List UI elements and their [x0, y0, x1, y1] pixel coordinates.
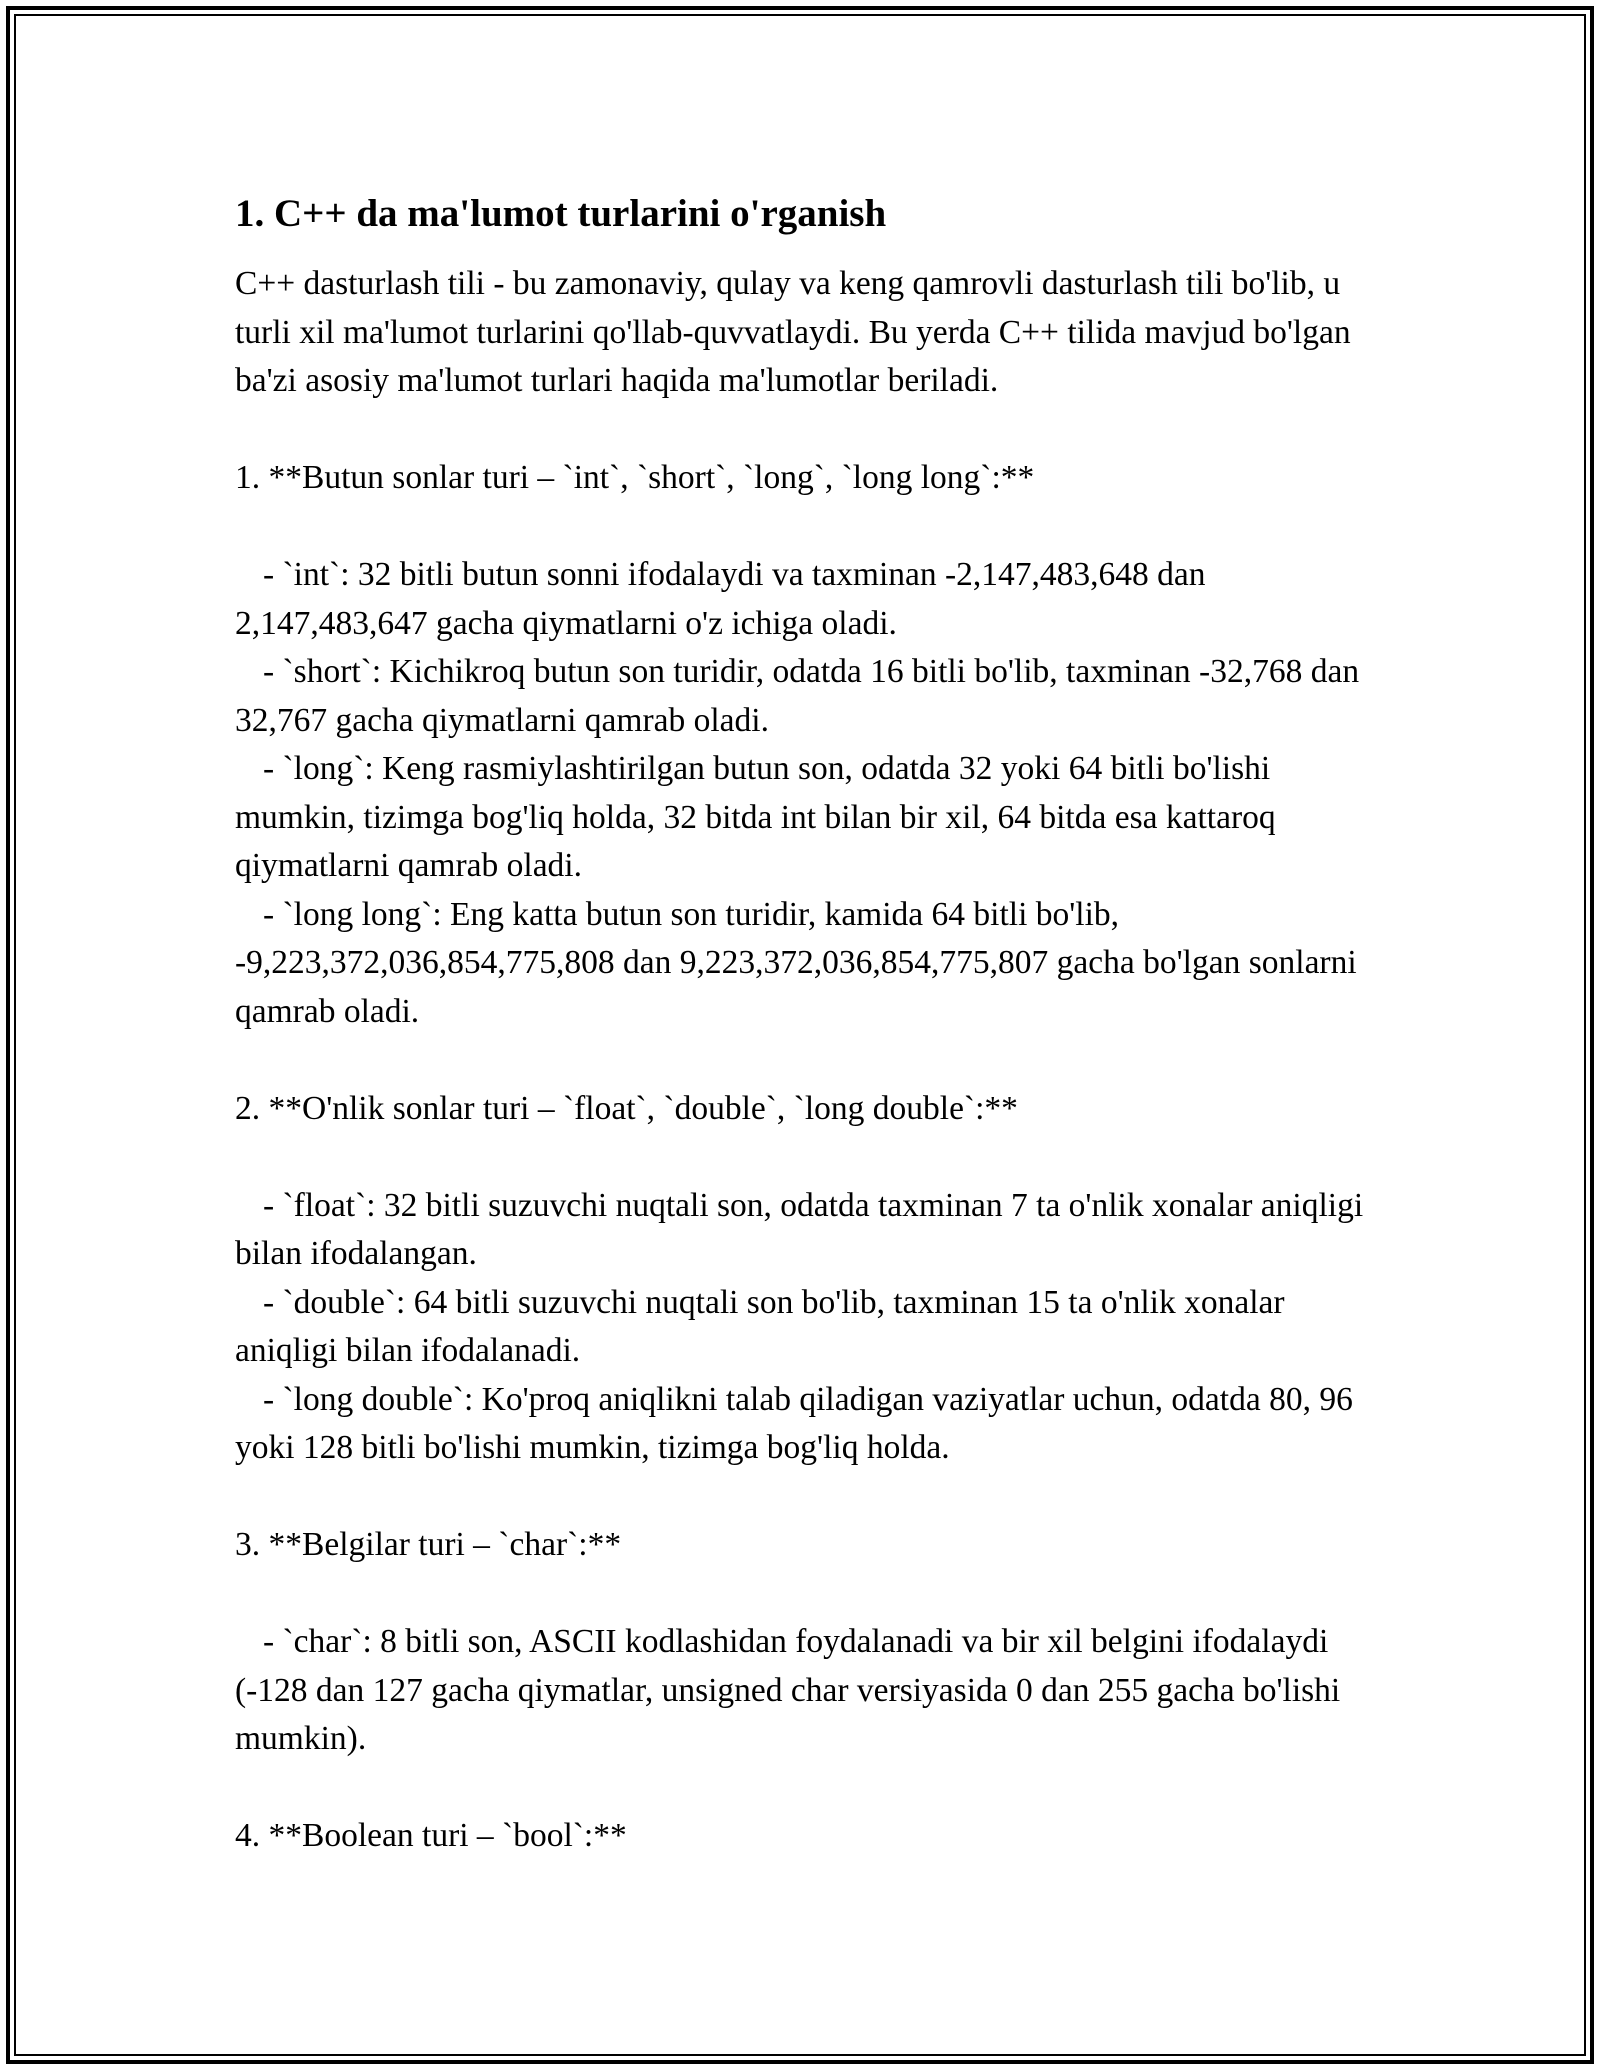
spacer — [235, 1036, 1385, 1085]
list-item-long-double: - `long double`: Ko'proq aniqlikni talab qiladigan vaziyatlar uchun, odatda 80, 96 yoki 128 bitli bo'lishi mumkin, tizimga bog'liq holda. — [235, 1380, 1362, 1466]
section-heading-integers: 1. **Butun sonlar turi – `int`, `short`, `long`, `long long`:** — [235, 459, 1035, 496]
spacer — [235, 1473, 1385, 1522]
section-heading-bool: 4. **Boolean turi – `bool`:** — [235, 1817, 627, 1854]
list-item-long: - `long`: Keng rasmiylashtirilgan butun son, odatda 32 yoki 64 bitli bo'lishi mumkin, tizimga bog'liq holda, 32 bitda int bilan bir xil, 64 bitda esa kattaroq qiymatlarni qamrab oladi. — [235, 750, 1285, 884]
spacer — [235, 1133, 1385, 1182]
document-title: 1. C++ da ma'lumot turlarini o'rganish — [235, 192, 887, 235]
list-item-char: - `char`: 8 bitli son, ASCII kodlashidan foydalanadi va bir xil belgini ifodalaydi (-128 dan 127 gacha qiymatlar, unsigned char versiyasida 0 dan 255 gacha bo'lishi mumkin). — [235, 1623, 1349, 1757]
spacer — [235, 1764, 1385, 1813]
document-body — [235, 188, 1385, 1861]
list-item-double: - `double`: 64 bitli suzuvchi nuqtali son bo'lib, taxminan 15 ta o'nlik xonalar aniqligi bilan ifodalanadi. — [235, 1283, 1293, 1369]
list-item-int: - `int`: 32 bitli butun sonni ifodalaydi va taxminan -2,147,483,648 dan 2,147,483,647 gacha qiymatlarni o'z ichiga oladi. — [235, 556, 1214, 642]
section-heading-char: 3. **Belgilar turi – `char`:** — [235, 1526, 622, 1563]
spacer — [235, 503, 1385, 552]
spacer — [235, 1570, 1385, 1619]
list-item-long-long: - `long long`: Eng katta butun son turidir, kamida 64 bitli bo'lib, -9,223,372,036,854,775,808 dan 9,223,372,036,854,775,807 gacha bo'lgan sonlarni qamrab oladi. — [235, 895, 1366, 1030]
intro-paragraph: C++ dasturlash tili - bu zamonaviy, qulay va keng qamrovli dasturlash tili bo'lib, u turli xil ma'lumot turlarini qo'llab-quvvatlaydi. Bu yerda C++ tilida mavjud bo'lgan ba'zi asosiy ma'lumot turlari haqida ma'lumotlar beriladi. — [235, 265, 1359, 399]
spacer — [235, 406, 1385, 455]
list-item-short: - `short`: Kichikroq butun son turidir, odatda 16 bitli bo'lib, taxminan -32,768 dan 32,767 gacha qiymatlarni qamrab oladi. — [235, 653, 1368, 739]
section-heading-floating: 2. **O'nlik sonlar turi – `float`, `double`, `long double`:** — [235, 1089, 1018, 1127]
list-item-float: - `float`: 32 bitli suzuvchi nuqtali son, odatda taxminan 7 ta o'nlik xonalar aniqligi bilan ifodalangan. — [235, 1186, 1372, 1272]
